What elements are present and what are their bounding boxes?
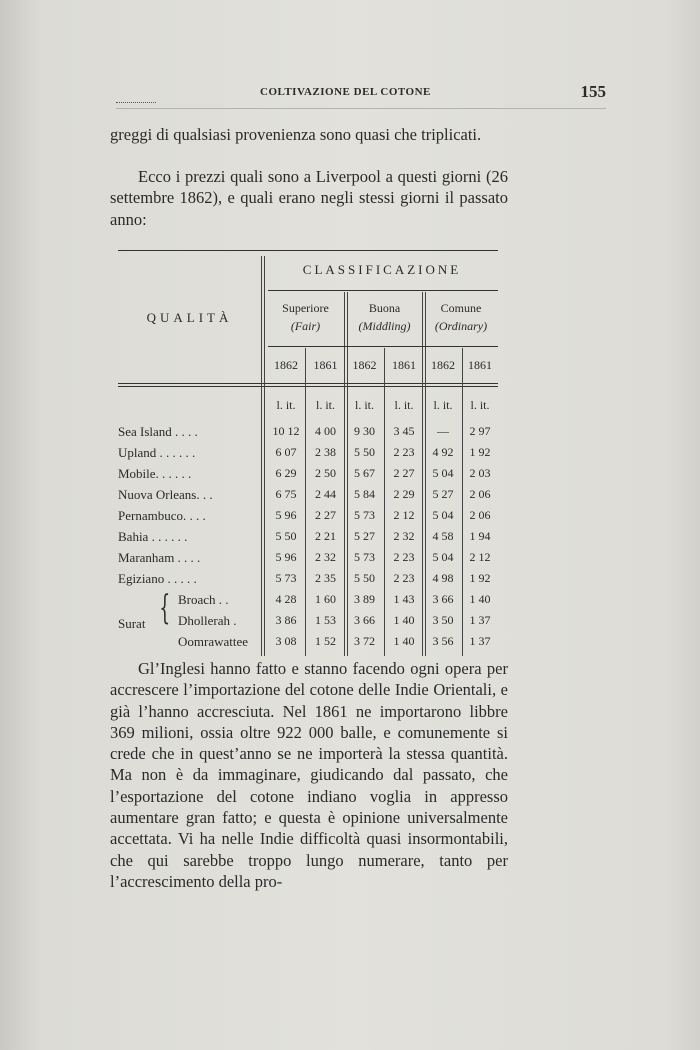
table-cell: 5 73 [354,550,375,564]
classification-rule [268,290,498,291]
table-cell: 5 04 [432,466,454,480]
table-top-rule [118,250,498,251]
group-header-1: Buona [368,301,401,315]
year-label: 1862 [431,358,455,372]
table-cell: 2 32 [393,529,415,543]
row-label: Dhollerah . [178,613,237,628]
unit-label: l. it. [433,398,453,412]
table-cell: 2 23 [393,571,415,585]
table-cell: 2 97 [469,424,491,438]
table-cell: 2 23 [393,550,415,564]
table-cell: 5 50 [275,529,297,543]
table-divider-vertical [261,256,262,656]
table-cell: 3 50 [432,613,454,627]
unit-label: l. it. [276,398,296,412]
table-cell: 2 27 [315,508,336,522]
table-cell: 3 66 [432,592,454,606]
table-cell: 3 66 [354,613,375,627]
year-label: 1861 [392,358,416,372]
table-cell: 3 86 [275,613,297,627]
table-cell: 2 06 [469,508,491,522]
group-header-0: Superiore [282,301,329,315]
table-cell: 1 94 [469,529,491,543]
table-header-rule [118,383,498,384]
unit-label: l. it. [394,398,414,412]
table-divider-vertical [264,256,265,656]
table-cell: 3 72 [354,634,375,648]
table-cell: 2 21 [315,529,336,543]
table-cell: 2 38 [315,445,336,459]
unit-label: l. it. [470,398,490,412]
table-cell: 5 04 [432,508,454,522]
table-cell: 1 37 [469,634,491,648]
table-cell: 1 37 [469,613,491,627]
table-cell: 2 23 [393,445,415,459]
table-cell: 2 50 [315,466,336,480]
row-label: Upland . . . . . . [118,445,196,460]
running-title: COLTIVAZIONE DEL COTONE [260,86,431,98]
table-cell: 5 84 [354,487,375,501]
header-dotted-mark [116,102,156,103]
table-cell: 1 52 [315,634,336,648]
year-divider-vertical [462,348,463,656]
year-divider-vertical [384,348,385,656]
table-cell: 5 67 [354,466,375,480]
table-cell: 5 27 [354,529,375,543]
table-cell: — [437,424,449,438]
group-subheader-1: (Middling) [358,319,411,333]
table-cell: 1 60 [315,592,336,606]
table-cell: 4 92 [432,445,454,459]
table-cell: 10 12 [272,424,300,438]
group-subheader-2: (Ordinary) [434,319,488,333]
table-cell: 2 44 [315,487,336,501]
table-cell: 4 00 [315,424,336,438]
table-cell: 3 56 [432,634,454,648]
surat-label: Surat [118,616,146,631]
table-cell: 9 30 [354,424,375,438]
table-cell: 1 92 [469,445,491,459]
quality-header: QUALITÀ [146,310,233,325]
paragraph-body: Gl’Inglesi hanno fatto e stanno facendo ogni opera per accrescere l’importazione del cotone delle Indie Orientali, e già l’hanno accresciuta. Nel 1861 ne importarono libbre 369 milioni, ossia oltre 922 000 balle, e comunemente si crede che in quest’anno se ne importerà la stessa quantità. Ma non è da immaginare, giudicando dal passato, che l’esportazione del cotone indiano voglia in appresso aumentare gran fatto; e questa è opinione universalmente accettata. Vi ha nelle Indie difficoltà quasi insormontabili, che qui sarebbe troppo lungo numerare, tanto per l’accrescimento della pro- [110,659,508,891]
table-cell: 6 07 [275,445,297,459]
table-cell: 2 29 [393,487,415,501]
row-label: Egiziano . . . . . [118,571,197,586]
unit-label: l. it. [354,398,374,412]
row-label: Broach . . [178,592,229,607]
unit-label: l. it. [315,398,335,412]
table-cell: 2 06 [469,487,491,501]
table-cell: 3 89 [354,592,375,606]
paragraph-continuation: greggi di qualsiasi provenienza sono quasi che triplicati. [110,125,482,144]
surat-brace: { [159,588,171,628]
table-cell: 5 96 [275,550,297,564]
table-cell: 2 12 [469,550,491,564]
table-cell: 1 40 [393,634,415,648]
table-cell: 6 75 [275,487,297,501]
classification-header: CLASSIFICAZIONE [302,262,462,277]
table-cell: 1 40 [469,592,491,606]
year-label: 1862 [352,358,377,372]
table-cell: 5 27 [432,487,454,501]
table-cell: 5 73 [275,571,297,585]
table-cell: 2 32 [315,550,336,564]
year-label: 1861 [313,358,338,372]
table-cell: 2 03 [469,466,491,480]
table-cell: 1 53 [315,613,336,627]
year-label: 1861 [468,358,492,372]
row-label: Oomrawattee [178,634,249,649]
table-cell: 1 92 [469,571,491,585]
group-rule [268,346,498,347]
table-cell: 5 50 [354,571,375,585]
table-cell: 5 73 [354,508,375,522]
row-label: Sea Island . . . . [118,424,198,439]
table-cell: 1 43 [393,592,415,606]
table-cell: 3 45 [393,424,415,438]
table-cell: 5 50 [354,445,375,459]
running-header [116,84,606,104]
year-label: 1862 [274,358,298,372]
row-label: Pernambuco. . . . [118,508,206,523]
table-cell: 1 40 [393,613,415,627]
page-number: 155 [580,82,606,101]
table-cell: 4 28 [275,592,297,606]
row-label: Mobile. . . . . . [118,466,192,481]
table-cell: 4 58 [432,529,454,543]
table-cell: 3 08 [275,634,297,648]
table-header-rule-double [118,386,498,387]
header-rule [116,108,606,109]
row-label: Bahia . . . . . . [118,529,188,544]
table-cell: 2 27 [393,466,415,480]
paragraph-intro-table: Ecco i prezzi quali sono a Liverpool a questi giorni (26 settembre 1862), e quali erano negli stessi giorni il passato anno: [110,167,508,229]
table-cell: 2 12 [393,508,415,522]
group-subheader-0: (Fair) [290,319,321,333]
table-cell: 2 35 [315,571,336,585]
table-cell: 6 29 [275,466,297,480]
table-cell: 5 96 [275,508,297,522]
row-label: Maranham . . . . [118,550,201,565]
year-divider-vertical [305,348,306,656]
price-table [118,248,498,656]
group-header-2: Comune [440,301,482,315]
table-cell: 4 98 [432,571,454,585]
row-label: Nuova Orleans. . . [118,487,213,502]
table-cell: 5 04 [432,550,454,564]
